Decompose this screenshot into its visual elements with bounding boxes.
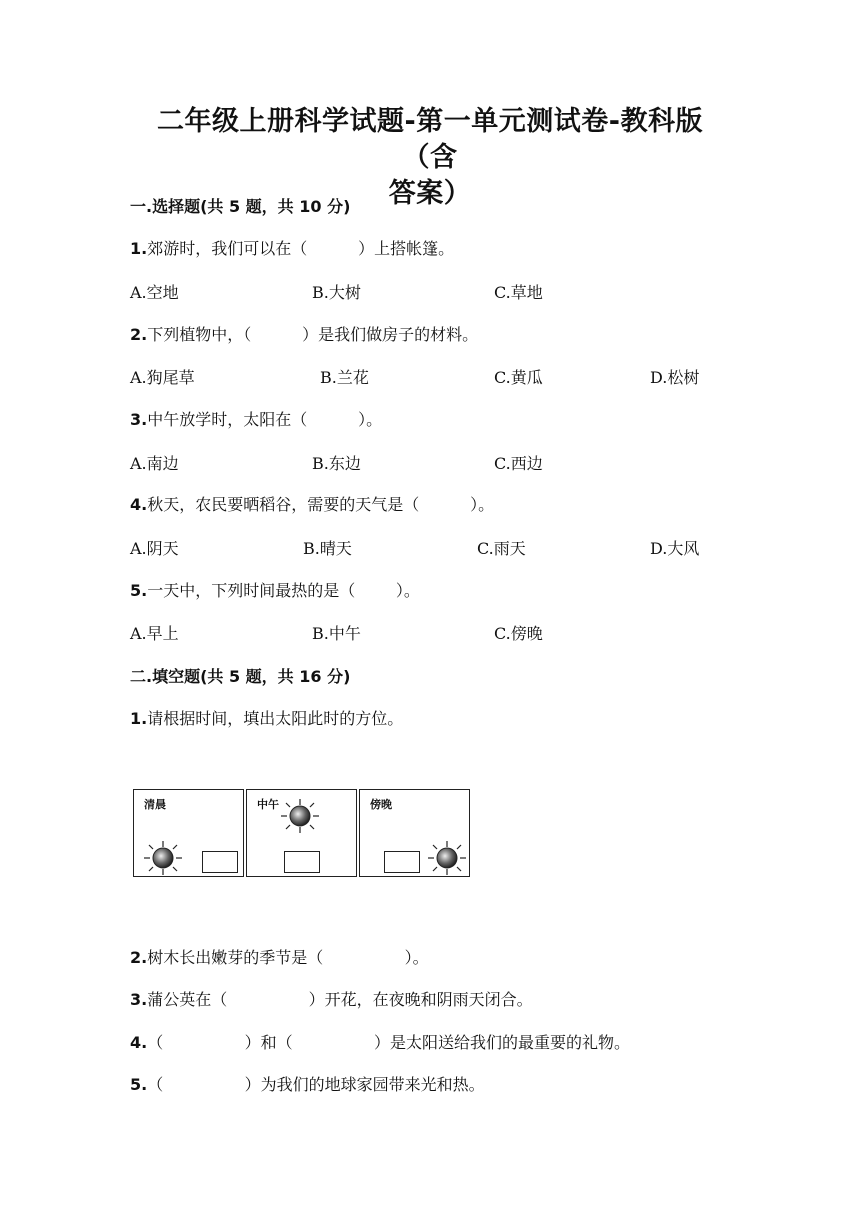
option: B.大树 bbox=[312, 283, 361, 302]
evening-panel bbox=[359, 789, 470, 877]
sun-icon bbox=[279, 798, 321, 834]
question-4: 4.秋天，农民要晒稻谷，需要的天气是（ ）。 bbox=[130, 495, 495, 514]
question-1: 1.郊游时，我们可以在（ ）上搭帐篷。 bbox=[130, 239, 455, 258]
section-1-heading: 一.选择题(共 5 题，共 10 分) bbox=[130, 197, 351, 216]
panel-label: 中午 bbox=[257, 798, 279, 811]
title-line-1: 二年级上册科学试题-第一单元测试卷-教科版（含 bbox=[157, 106, 703, 173]
fill-question-3: 3.蒲公英在（ ）开花，在夜晚和阴雨天闭合。 bbox=[130, 990, 533, 1009]
question-2: 2.下列植物中，（ ）是我们做房子的材料。 bbox=[130, 325, 479, 344]
fill-question-2: 2.树木长出嫩芽的季节是（ ）。 bbox=[130, 948, 429, 967]
option: A.狗尾草 bbox=[130, 368, 195, 387]
question-3: 3.中午放学时，太阳在（ ）。 bbox=[130, 410, 383, 429]
question-5: 5.一天中，下列时间最热的是（ ）。 bbox=[130, 581, 420, 600]
panel-label: 傍晚 bbox=[370, 798, 392, 811]
option: C.西边 bbox=[494, 454, 543, 473]
option: A.南边 bbox=[130, 454, 179, 473]
option: A.空地 bbox=[130, 283, 179, 302]
answer-box bbox=[284, 851, 320, 873]
option: B.中午 bbox=[312, 624, 361, 643]
option: B.兰花 bbox=[320, 368, 369, 387]
option: C.黄瓜 bbox=[494, 368, 543, 387]
panel-label: 清晨 bbox=[144, 798, 166, 811]
option: C.草地 bbox=[494, 283, 543, 302]
sun-icon bbox=[142, 840, 184, 876]
noon-panel bbox=[246, 789, 357, 877]
section-2-heading: 二.填空题(共 5 题，共 16 分) bbox=[130, 667, 351, 686]
fill-question-1: 1.请根据时间，填出太阳此时的方位。 bbox=[130, 709, 404, 728]
option: D.松树 bbox=[650, 368, 700, 387]
option: C.傍晚 bbox=[494, 624, 543, 643]
option: A.早上 bbox=[130, 624, 179, 643]
sun-icon bbox=[426, 840, 468, 876]
option: A.阴天 bbox=[130, 539, 179, 558]
title-line-2: 答案） bbox=[388, 178, 472, 209]
morning-panel bbox=[133, 789, 244, 877]
fill-question-5: 5.（ ）为我们的地球家园带来光和热。 bbox=[130, 1075, 485, 1094]
option: D.大风 bbox=[650, 539, 700, 558]
option: B.东边 bbox=[312, 454, 361, 473]
fill-question-4: 4.（ ）和（ ）是太阳送给我们的最重要的礼物。 bbox=[130, 1033, 630, 1052]
answer-box bbox=[202, 851, 238, 873]
option: C.雨天 bbox=[477, 539, 526, 558]
answer-box bbox=[384, 851, 420, 873]
option: B.晴天 bbox=[303, 539, 352, 558]
